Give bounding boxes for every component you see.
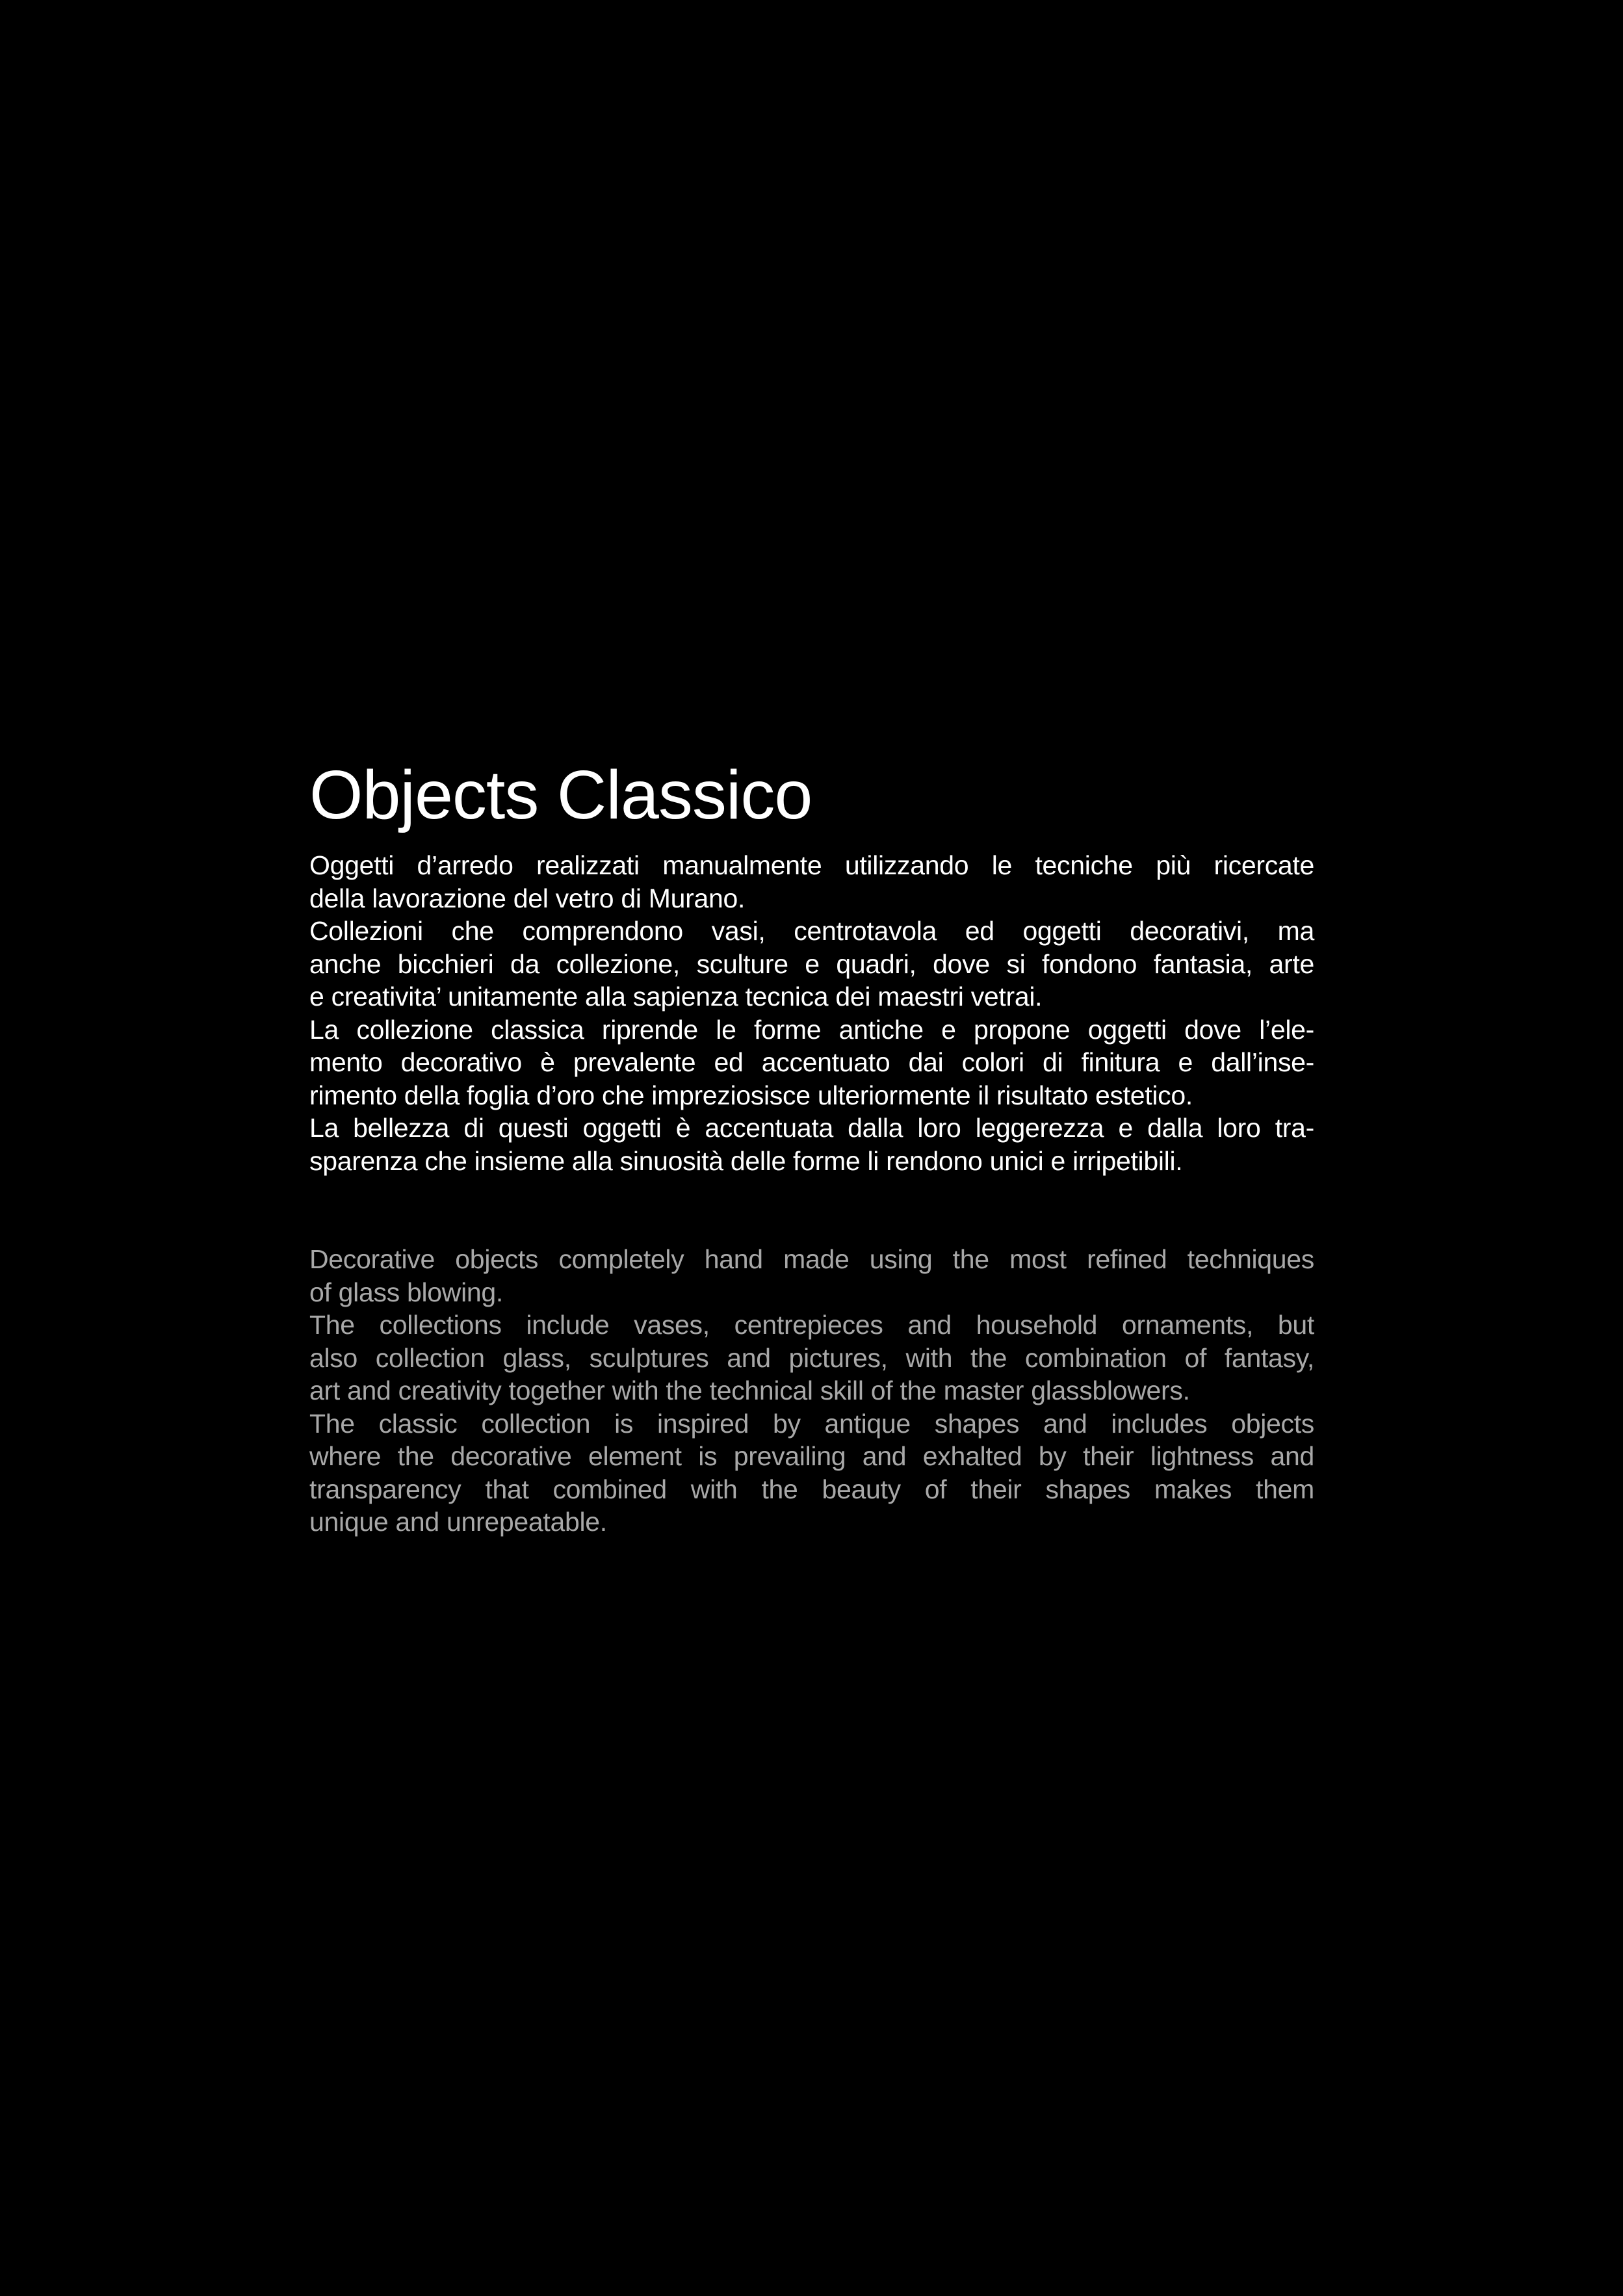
italian-description — [309, 849, 1314, 1177]
english-line: also collection glass, sculptures and pictures, with the combination of fantasy, — [309, 1342, 1314, 1373]
italian-line: rimento della foglia d’oro che impreziosisce ulteriormente il risultato estetico. — [309, 1080, 1193, 1110]
english-line: transparency that combined with the beauty of their shapes makes them — [309, 1474, 1314, 1504]
italian-line: della lavorazione del vetro di Murano. — [309, 883, 746, 913]
italian-line: La bellezza di questi oggetti è accentuata dalla loro leggerezza e dalla loro tra- — [309, 1113, 1314, 1143]
english-line: where the decorative element is prevailing and exhalted by their lightness and — [309, 1441, 1314, 1471]
italian-line: e creativita’ unitamente alla sapienza tecnica dei maestri vetrai. — [309, 982, 1043, 1011]
english-description — [309, 1243, 1314, 1539]
english-line: The classic collection is inspired by antique shapes and includes objects — [309, 1408, 1314, 1439]
page-title: Objects Classico — [309, 757, 812, 833]
english-line: The collections include vases, centrepieces and household ornaments, but — [309, 1310, 1314, 1340]
english-line: unique and unrepeatable. — [309, 1507, 607, 1537]
italian-line: Collezioni che comprendono vasi, centrotavola ed oggetti decorativi, ma — [309, 916, 1314, 946]
italian-line: mento decorativo è prevalente ed accentuato dai colori di finitura e dall’inse- — [309, 1047, 1314, 1077]
english-line: Decorative objects completely hand made using the most refined techniques — [309, 1244, 1314, 1274]
italian-line: sparenza che insieme alla sinuosità delle forme li rendono unici e irripetibili. — [309, 1145, 1183, 1176]
italian-line: Oggetti d’arredo realizzati manualmente utilizzando le tecniche più ricercate — [309, 850, 1314, 880]
italian-line: anche bicchieri da collezione, sculture e quadri, dove si fondono fantasia, arte — [309, 948, 1314, 979]
english-line: art and creativity together with the technical skill of the master glassblowers. — [309, 1376, 1190, 1405]
text-block — [309, 754, 1314, 1539]
english-line: of glass blowing. — [309, 1277, 504, 1307]
italian-line: La collezione classica riprende le forme antiche e propone oggetti dove l’ele- — [309, 1014, 1314, 1045]
